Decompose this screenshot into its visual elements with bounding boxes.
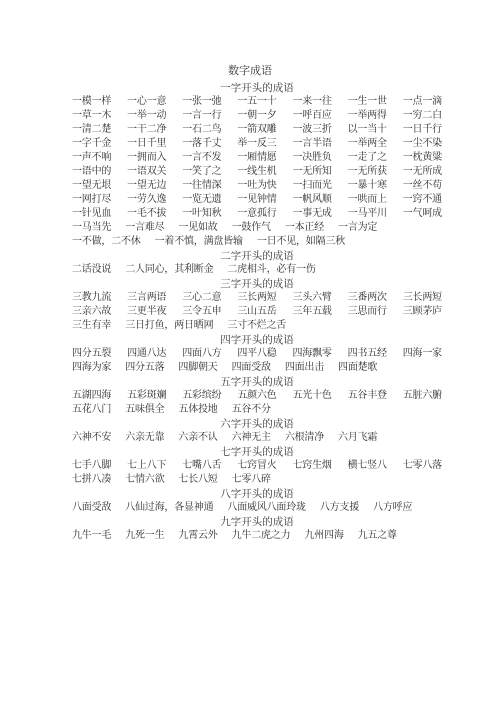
idiom-item: 三番两次 <box>347 292 387 303</box>
idiom-item: 一张一弛 <box>182 96 222 107</box>
idiom-item: 四分五落 <box>125 362 165 373</box>
idiom-item: 一不做，二不休 <box>72 236 141 247</box>
idiom-item: 三长两短 <box>402 292 442 303</box>
idiom-item: 一往情深 <box>182 180 222 191</box>
idiom-item: 七窍生烟 <box>292 460 332 471</box>
idiom-item: 四面八方 <box>182 348 222 359</box>
idiom-item: 一心一意 <box>127 96 167 107</box>
idiom-item: 一来一往 <box>292 96 332 107</box>
idiom-item: 六神不安 <box>72 432 112 443</box>
idiom-item: 五彩缤纷 <box>182 390 222 401</box>
section-heading: 八字开头的成语 <box>220 488 294 500</box>
idiom-item: 三教九流 <box>72 292 112 303</box>
idiom-item: 横七竖八 <box>347 460 387 471</box>
idiom-item: 一事无成 <box>292 208 332 219</box>
idiom-row <box>72 431 442 445</box>
idiom-item: 七嘴八舌 <box>182 460 222 471</box>
idiom-item: 三心二意 <box>182 292 222 303</box>
idiom-row <box>72 263 442 277</box>
idiom-item: 八方支援 <box>319 502 360 513</box>
section-heading: 六字开头的成语 <box>220 418 294 430</box>
idiom-item: 七拼八凑 <box>72 474 112 485</box>
idiom-item: 四分五裂 <box>72 348 112 359</box>
idiom-item: 一望无垠 <box>72 180 112 191</box>
idiom-row <box>72 305 442 319</box>
idiom-item: 一呼百应 <box>292 110 332 121</box>
idiom-item: 三头六臂 <box>292 292 332 303</box>
idiom-item: 七上八下 <box>127 460 167 471</box>
idiom-item: 一言不发 <box>182 152 222 163</box>
idiom-item: 一见钟情 <box>237 194 277 205</box>
idiom-row <box>72 235 442 249</box>
idiom-item: 二人同心，其利断金 <box>125 264 214 275</box>
idiom-item: 六神无主 <box>231 432 271 443</box>
section-heading: 二字开头的成语 <box>220 250 294 262</box>
idiom-row <box>72 193 442 207</box>
idiom-item: 三更半夜 <box>127 306 167 317</box>
idiom-item: 四脚朝天 <box>178 362 218 373</box>
idiom-item: 六根清净 <box>284 432 325 443</box>
idiom-item: 一望无边 <box>127 180 167 191</box>
idiom-row <box>72 291 442 305</box>
idiom-item: 一决胜负 <box>292 152 332 163</box>
idiom-row <box>72 109 442 123</box>
idiom-item: 一草一木 <box>72 110 112 121</box>
idiom-row <box>72 319 442 333</box>
idiom-item: 五花八门 <box>72 404 112 415</box>
idiom-row <box>72 389 442 403</box>
idiom-item: 一言为定 <box>338 222 378 233</box>
idiom-item: 四海飘零 <box>292 348 332 359</box>
idiom-item: 六亲不认 <box>178 432 218 443</box>
idiom-section <box>72 445 442 487</box>
idiom-item: 一落千丈 <box>182 138 222 149</box>
idiom-item: 七情六欲 <box>125 474 165 485</box>
idiom-item: 七长八短 <box>178 474 218 485</box>
idiom-item: 一尘不染 <box>402 138 442 149</box>
idiom-item: 五体投地 <box>178 404 218 415</box>
idiom-item: 一干二净 <box>127 124 167 135</box>
idiom-item: 一日千行 <box>402 124 442 135</box>
idiom-item: 一帆风顺 <box>292 194 332 205</box>
idiom-item: 一点一滴 <box>402 96 442 107</box>
idiom-item: 一丝不苟 <box>402 180 442 191</box>
idiom-item: 四面出击 <box>284 362 325 373</box>
idiom-item: 一日千里 <box>127 138 167 149</box>
idiom-item: 八仙过海，各显神通 <box>125 502 214 513</box>
idiom-item: 七窍冒火 <box>237 460 277 471</box>
idiom-item: 一网打尽 <box>72 194 112 205</box>
idiom-item: 九牛一毛 <box>72 530 112 541</box>
idiom-item: 九死一生 <box>125 530 165 541</box>
idiom-section <box>72 81 442 249</box>
idiom-item: 三寸不烂之舌 <box>227 320 287 331</box>
idiom-item: 一着不慎，满盘皆输 <box>154 236 243 247</box>
idiom-item: 七零八落 <box>402 460 442 471</box>
idiom-item: 一笑了之 <box>182 166 222 177</box>
idiom-item: 一马平川 <box>347 208 387 219</box>
idiom-item: 一哄而上 <box>347 194 387 205</box>
idiom-item: 八面受敌 <box>72 502 112 513</box>
idiom-item: 一览无遗 <box>182 194 222 205</box>
idiom-row <box>72 207 442 221</box>
idiom-row <box>72 137 442 151</box>
idiom-item: 举一反三 <box>237 138 277 149</box>
section-heading: 七字开头的成语 <box>220 446 294 458</box>
idiom-item: 三长两短 <box>237 292 277 303</box>
idiom-item: 一语双关 <box>127 166 167 177</box>
idiom-item: 五谷丰登 <box>347 390 387 401</box>
idiom-item: 一日不见，如隔三秋 <box>256 236 346 247</box>
idiom-item: 四面受敌 <box>231 362 271 373</box>
idiom-item: 一劳久逸 <box>127 194 167 205</box>
idiom-item: 一言一行 <box>182 110 222 121</box>
idiom-item: 以一当十 <box>347 124 387 135</box>
idiom-item: 一石二鸟 <box>182 124 222 135</box>
idiom-item: 三思而行 <box>347 306 387 317</box>
idiom-item: 一语中的 <box>72 166 112 177</box>
idiom-item: 一本正经 <box>284 222 325 233</box>
idiom-item: 七零八碎 <box>231 474 271 485</box>
idiom-item: 一五一十 <box>237 96 277 107</box>
idiom-item: 二话没说 <box>72 264 112 275</box>
idiom-section <box>72 277 442 333</box>
idiom-item: 一箭双雕 <box>237 124 277 135</box>
section-heading: 四字开头的成语 <box>220 334 294 346</box>
idiom-item: 一举一动 <box>127 110 167 121</box>
idiom-item: 一走了之 <box>347 152 387 163</box>
idiom-item: 五味俱全 <box>125 404 165 415</box>
idiom-item: 一线生机 <box>237 166 277 177</box>
idiom-item: 一生一世 <box>347 96 387 107</box>
idiom-item: 四面楚歌 <box>338 362 378 373</box>
idiom-row <box>72 361 442 375</box>
idiom-item: 一清二楚 <box>72 124 112 135</box>
idiom-item: 四通八达 <box>127 348 167 359</box>
idiom-row <box>72 95 442 109</box>
idiom-item: 五脏六腑 <box>402 390 442 401</box>
idiom-item: 一枕黄粱 <box>402 152 442 163</box>
idiom-section <box>72 333 442 375</box>
idiom-row <box>72 473 442 487</box>
idiom-item: 一鼓作气 <box>231 222 271 233</box>
idiom-item: 一举两全 <box>347 138 387 149</box>
idiom-section <box>72 487 442 515</box>
idiom-section <box>72 515 442 543</box>
idiom-item: 四海为家 <box>72 362 112 373</box>
idiom-item: 一字千金 <box>72 138 112 149</box>
idiom-item: 一气呵成 <box>402 208 442 219</box>
idiom-item: 五谷不分 <box>231 404 271 415</box>
idiom-item: 一叶知秋 <box>182 208 222 219</box>
idiom-item: 一见如故 <box>178 222 218 233</box>
idiom-item: 三令五申 <box>182 306 222 317</box>
idiom-item: 四平八稳 <box>237 348 277 359</box>
idiom-item: 三生有幸 <box>72 320 112 331</box>
idiom-item: 三亲六故 <box>72 306 112 317</box>
idiom-item: 一朝一夕 <box>237 110 277 121</box>
idiom-item: 九五之尊 <box>357 530 397 541</box>
idiom-row <box>72 165 442 179</box>
idiom-section <box>72 417 442 445</box>
idiom-item: 三言两语 <box>127 292 167 303</box>
idiom-item: 四海一家 <box>402 348 442 359</box>
idiom-item: 九州四海 <box>304 530 344 541</box>
idiom-item: 六亲无靠 <box>125 432 165 443</box>
idiom-item: 二虎相斗，必有一伤 <box>227 264 316 275</box>
section-heading: 三字开头的成语 <box>220 278 294 290</box>
section-heading: 五字开头的成语 <box>220 376 294 388</box>
idiom-item: 一言半语 <box>292 138 332 149</box>
idiom-item: 一言难尽 <box>125 222 165 233</box>
idiom-item: 四书五经 <box>347 348 387 359</box>
idiom-item: 一暴十寒 <box>347 180 387 191</box>
idiom-item: 九霄云外 <box>178 530 218 541</box>
idiom-item: 一声不响 <box>72 152 112 163</box>
idiom-item: 一厢情愿 <box>237 152 277 163</box>
idiom-item: 五颜六色 <box>237 390 277 401</box>
idiom-item: 一马当先 <box>72 222 112 233</box>
idiom-row <box>72 501 442 515</box>
idiom-item: 一针见血 <box>72 208 112 219</box>
idiom-row <box>72 151 442 165</box>
idiom-item: 三山五岳 <box>237 306 277 317</box>
idiom-item: 一窍不通 <box>402 194 442 205</box>
idiom-item: 一吐为快 <box>237 180 277 191</box>
section-heading: 九字开头的成语 <box>220 516 294 528</box>
idiom-item: 三顾茅庐 <box>402 306 442 317</box>
idiom-item: 一无所知 <box>292 166 332 177</box>
idiom-item: 五光十色 <box>292 390 332 401</box>
idiom-item: 一穷二白 <box>402 110 442 121</box>
idiom-item: 五彩斑斓 <box>127 390 167 401</box>
idiom-item: 七手八脚 <box>72 460 112 471</box>
idiom-item: 八面威风八面玲珑 <box>227 502 306 513</box>
section-heading: 一字开头的成语 <box>220 82 294 94</box>
idiom-item: 一毛不拔 <box>127 208 167 219</box>
idiom-row <box>72 529 442 543</box>
idiom-item: 六月飞霜 <box>338 432 378 443</box>
idiom-item: 一波三折 <box>292 124 332 135</box>
idiom-item: 一模一样 <box>72 96 112 107</box>
idiom-row <box>72 347 442 361</box>
idiom-item: 一扫而光 <box>292 180 332 191</box>
idiom-item: 一无所获 <box>347 166 387 177</box>
page-title: 数字成语 <box>228 64 272 77</box>
idiom-row <box>72 459 442 473</box>
idiom-row <box>72 179 442 193</box>
idiom-item: 一举两得 <box>347 110 387 121</box>
idiom-row <box>72 123 442 137</box>
idiom-item: 三年五载 <box>292 306 332 317</box>
idiom-item: 一意孤行 <box>237 208 277 219</box>
idiom-item: 三日打鱼，两日晒网 <box>125 320 214 331</box>
idiom-list <box>72 81 442 543</box>
idiom-row <box>72 221 442 235</box>
idiom-item: 八方呼应 <box>373 502 413 513</box>
idiom-row <box>72 403 442 417</box>
idiom-item: 五湖四海 <box>72 390 112 401</box>
idiom-item: 九牛二虎之力 <box>231 530 291 541</box>
idiom-section <box>72 249 442 277</box>
idiom-section <box>72 375 442 417</box>
idiom-item: 一无所成 <box>402 166 442 177</box>
idiom-item: 一拥而入 <box>127 152 167 163</box>
